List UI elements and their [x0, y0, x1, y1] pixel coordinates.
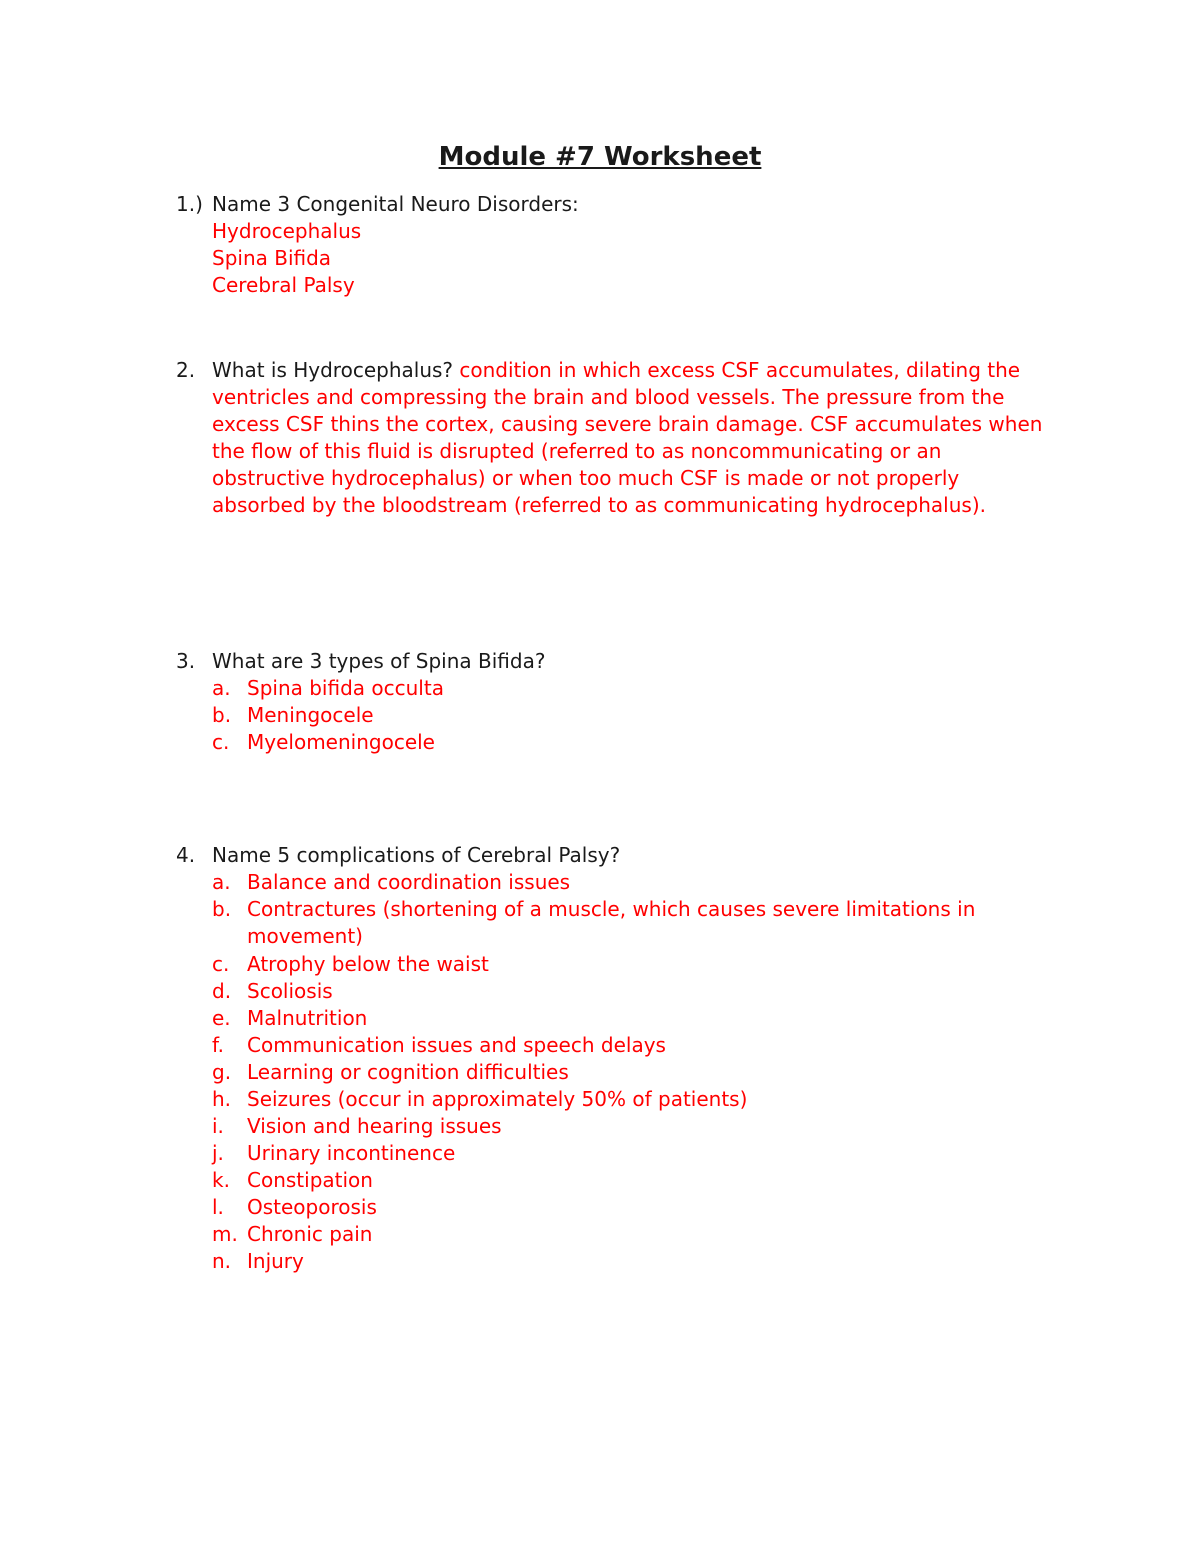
q4-letter-a: a.	[212, 870, 231, 894]
q4-letter-d: d.	[212, 979, 232, 1003]
q4-answer-i: Vision and hearing issues	[247, 1114, 502, 1138]
page-title: Module #7 Worksheet	[438, 142, 762, 172]
q3-text: What are 3 types of Spina Bifida?	[212, 649, 546, 673]
q4-answer-a: Balance and coordination issues	[247, 870, 571, 894]
q4-answer-e: Malnutrition	[247, 1006, 368, 1030]
q4-text: Name 5 complications of Cerebral Palsy?	[212, 843, 621, 867]
q4-answer-d: Scoliosis	[247, 979, 333, 1003]
q4-letter-h: h.	[212, 1087, 232, 1111]
q3-letter-b: b.	[212, 703, 232, 727]
q1-answer-3: Cerebral Palsy	[212, 273, 355, 297]
q4-answer-j: Urinary incontinence	[247, 1141, 456, 1165]
q2-number: 2.	[176, 358, 196, 382]
q4-letter-c: c.	[212, 952, 230, 976]
q4-letter-e: e.	[212, 1006, 231, 1030]
q3-answer-b: Meningocele	[247, 703, 374, 727]
q4-letter-i: i.	[212, 1114, 224, 1138]
q3-answer-c: Myelomeningocele	[247, 730, 435, 754]
q4-answer-k: Constipation	[247, 1168, 373, 1192]
q1-number: 1.)	[176, 192, 203, 216]
q1-text: Name 3 Congenital Neuro Disorders:	[212, 192, 579, 216]
q1-answer-1: Hydrocephalus	[212, 219, 362, 243]
q4-letter-f: f.	[212, 1033, 224, 1057]
q4-answer-l: Osteoporosis	[247, 1195, 377, 1219]
q4-answer-g: Learning or cognition difficulties	[247, 1060, 569, 1084]
q4-letter-n: n.	[212, 1249, 232, 1273]
q2-text: What is Hydrocephalus?	[212, 358, 454, 382]
q2-answer: condition in which excess CSF accumulates, dilating the ventricles and compressing the brain and blood vessels. The pressure from the excess CSF thins the cortex, causing severe brain damage. CSF accumulates when the flow of this fluid is disrupted (referred to as noncommunicating or an obstructive hydrocephalus) or when too much CSF is made or not properly absorbed by the bloodstream (referred to as communicating hydrocephalus).	[212, 358, 1043, 518]
q4-letter-k: k.	[212, 1168, 230, 1192]
q3-answer-a: Spina bifida occulta	[247, 676, 444, 700]
q4-letter-m: m.	[212, 1222, 238, 1246]
q4-answer-m: Chronic pain	[247, 1222, 373, 1246]
q4-answer-b-cont: movement)	[247, 924, 363, 948]
q1-answer-2: Spina Bifida	[212, 246, 332, 270]
q3-letter-c: c.	[212, 730, 230, 754]
q4-answer-f: Communication issues and speech delays	[247, 1033, 666, 1057]
q4-number: 4.	[176, 843, 196, 867]
q4-letter-b: b.	[212, 897, 232, 921]
q2-block	[212, 357, 1052, 520]
q4-letter-l: l.	[212, 1195, 224, 1219]
q4-answer-n: Injury	[247, 1249, 304, 1273]
q4-answer-h: Seizures (occur in approximately 50% of patients)	[247, 1087, 748, 1111]
q4-letter-j: j.	[212, 1141, 224, 1165]
q4-answer-b: Contractures (shortening of a muscle, which causes severe limitations in	[247, 897, 976, 921]
q4-letter-g: g.	[212, 1060, 232, 1084]
q3-number: 3.	[176, 649, 196, 673]
q3-letter-a: a.	[212, 676, 231, 700]
q4-answer-c: Atrophy below the waist	[247, 952, 489, 976]
